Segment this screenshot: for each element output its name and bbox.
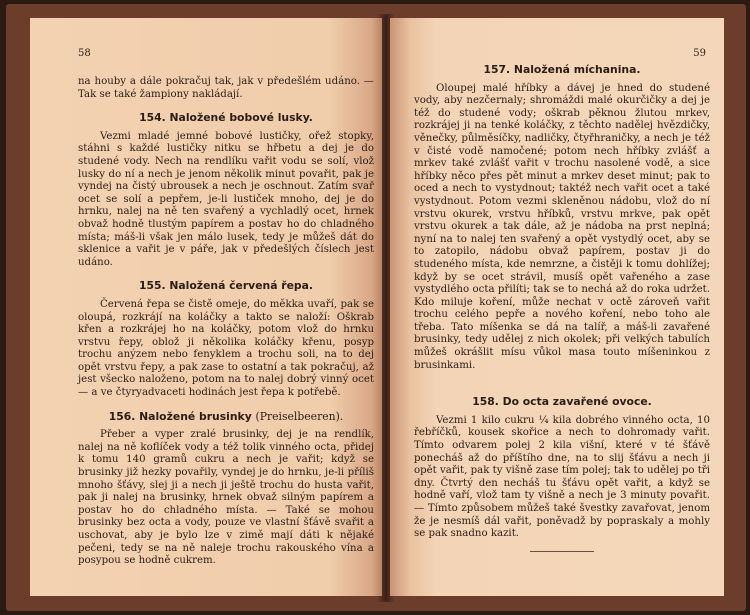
recipe-title: 156. Naložené brusinky (Preiselbeeren). xyxy=(108,409,344,423)
page-content xyxy=(414,64,710,552)
recipe-text: Přeber a vyper zralé brusinky, dej je na rendlík, nalej na ně koflíček vody a též tolik vinného octa, přidej k tomu 140 gramů cukru a nech je vařit; když se brusinky již hezky povařily, vyndej je do hrnku, je-li příliš mnoho šťávy, slej ji a nech ji ještě trochu do husta vařit, pak ji nalej na brusinky, hrnek obvaž silným papírem a postav ho do chladného místa. — Také se mohou brusinky bez octa a vody, pouze ve vlastní šťávě svařit a uschovat, aby je bylo lze v zimě mají dáti k nějaké pečeni, tedy se na ně naleje trochu rakouského vína a posypou se hodně cukrem. xyxy=(78,429,374,567)
recipe-title: 157. Naložená míchanina. xyxy=(483,63,641,76)
recipe-text: Vezmi 1 kilo cukru ¼ kila dobrého vinného octa, 10 řebříčků, kousek skořice a nech to dohromady vařit. Tímto odvarem polej 2 kila višní, které v té šťávě ponecháš až do příštího dne, na to slij šťávu a nech ji opět vařit, pak ty višně zase tím polej; tak to udělej po tři dny. Čtvrtý den necháš tu šťávu opět vařit, a když se hodně vaří, vlož tam ty višně a nech je 3 minuty povařit. — Tímto způsobem můžeš také švestky zavařovat, jenom že je nesmíš dál vařit, poněvadž by popraskaly a mohly se pak snadno kazit. xyxy=(414,414,710,540)
section-divider xyxy=(530,551,594,552)
page-content xyxy=(78,76,374,568)
recipe-title: 155. Naložená červená řepa. xyxy=(138,279,314,293)
recipe-text: Vezmi mladé jemné bobové lustičky, ořež stopky, stáhni s každé lustičky nitku se hřbetu a dej je do studené vody. Nech na rendlíku vařit vodu se solí, vlož lusky do ní a nech je jenom několik minut povařit, pak je vyndej na čistý ubrousek a nech je oschnout. Zatím svař ocet se solí a pepřem, je-li lustiček mnoho, dej je do hrnku, nalej na ně ten svařený a vychladlý ocet, hrnek obvaž hodně tlustým papírem a postav ho do chladného místa; máš-li však jen málo lusek, tedy je můžeš dát do sklenice a vařit je v páře, jak v předešlých číslech jest udáno. xyxy=(78,130,374,268)
left-page xyxy=(30,18,382,596)
recipe-title: 158. Do octa zavařené ovoce. xyxy=(472,395,652,409)
continuation-paragraph: na houby a dále pokračuj tak, jak v předešlém udáno. — Tak se také žampiony nakládají. xyxy=(78,76,374,100)
page-number: 58 xyxy=(78,48,91,59)
page-number: 59 xyxy=(693,48,706,59)
recipe-subtitle: (Preiselbeeren). xyxy=(255,409,344,423)
open-book xyxy=(6,4,746,611)
recipe-title: 154. Naložené bobové lusky. xyxy=(139,111,313,125)
right-page xyxy=(390,18,724,596)
recipe-text: Červená řepa se čistě omeje, do měkka uvaří, pak se oloupá, rozkrájí na koláčky a takto se naloží: Oškrab křen a rozkrájej ho na koláčky, potom vlož do hrnku vrstvu řepy, oblož ji několika koláčky křenu, posyp trochu anýzem nebo fenyklem a trochu soli, na to dej opět vrstvu řepy, a pak zase to ostatní a tak pokračuj, až jest všecko naloženo, potom na to nalej dobrý vinný ocet — a ve čtyryadvaceti hodinách jest řepa k potřebě. xyxy=(78,298,374,399)
recipe-text: Oloupej malé hříbky a dávej je hned do studené vody, aby nezčernaly; shromáždi malé okurčičky a dej je též do studené vody; oškrab pěknou žlutou mrkev, rozkrájej ji na tenké koláčky, z těchto nadělej hvězdičky, věnečky, půlměsíčky, nadličky, čtyřhraničky, a nech je též v čisté vodě namočené; potom nech hříbky zvlášť a mrkev také zvlášť vařit v trochu nasolené vodě, a sice hříbky něco přes pět minut a mrkev deset minut; pak to oced a nech to vystydnout; taktéž nech vařit ocet a také vystydnout. Potom vezmi skleněnou nádobu, vlož do ní vrstvu okurek, vrstvu hříbků, vrstvu mrkve, pak opět vrstvu okurek a tak dále, až je nádoba na prst neplná; nyní na to nalej ten svařený a opět vystydlý ocet, aby se to zatopilo, nádobu obvaž papírem, postav ji do studeného místa, kde nemrzne, a čistěji k tomu dohlížej; když by se ocet strávil, musíš opět vařeného a zase vystydlého octa přilíti; tak se to nechá až do roka udržet. Kdo miluje koření, může nechat v octě zároveň vařit trochu celého pepře a nového koření, nebo toho ale třeba. Tato míšenka se dá na talíř, a máš-li zavařené brusinky, tedy udělej z nich okolek; při velkých tabulích můžeš okrášlit mísu vůkol masa touto míšeninkou z brusinkami. xyxy=(414,82,710,371)
